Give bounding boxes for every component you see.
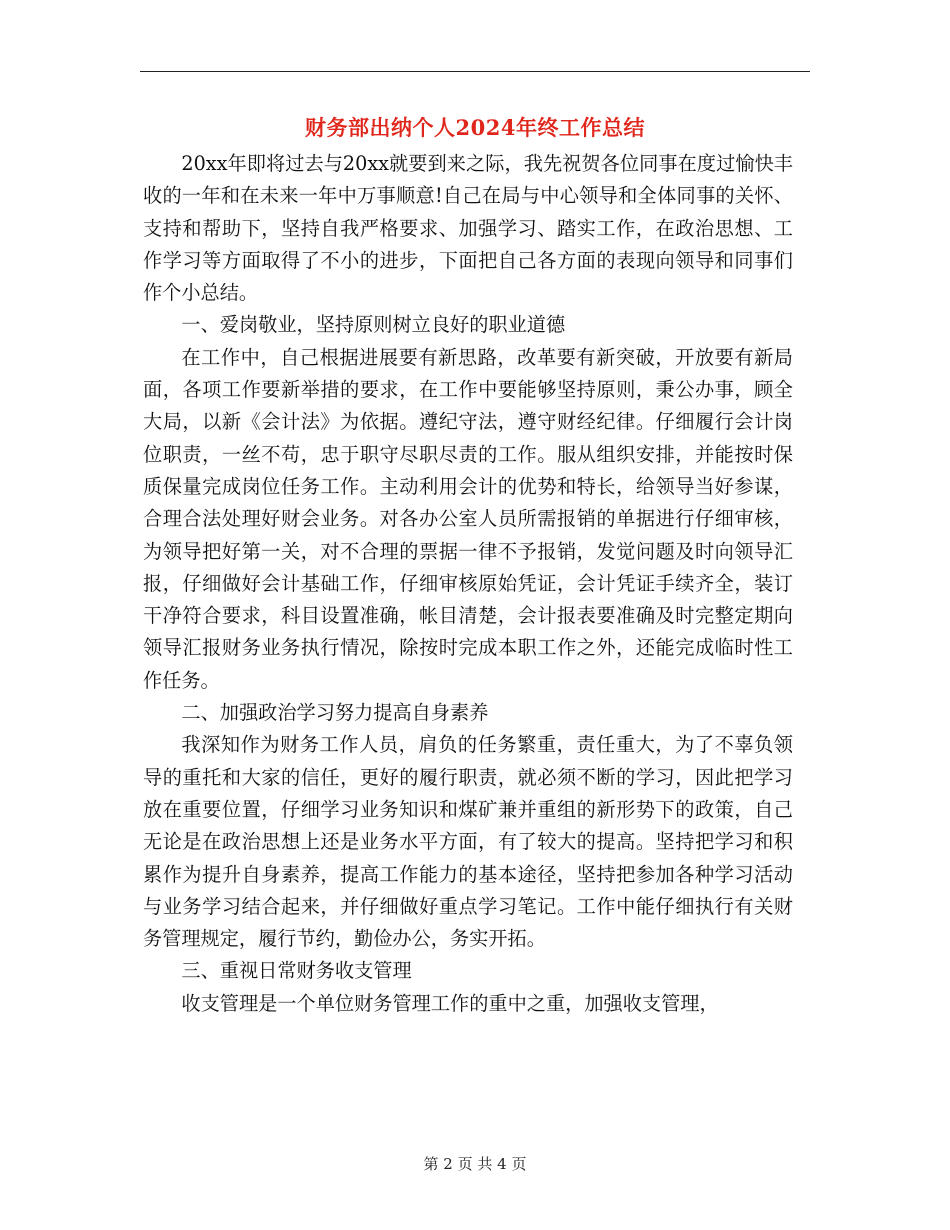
- section-heading-2: 二、加强政治学习努力提高自身素养: [181, 701, 489, 725]
- document-body: [143, 148, 793, 1020]
- document-title: 财务部出纳个人2024年终工作总结: [305, 115, 645, 140]
- section-1-paragraph: 在工作中，自己根据进展要有新思路，改革要有新突破，开放要有新局面，各项工作要新举措的要求，在工作中要能够坚持原则，秉公办事，顾全大局，以新《会计法》为依据。遵纪守法，遵守财经纪律。仔细履行会计岗位职责，一丝不苟，忠于职守尽职尽责的工作。服从组织安排，并能按时保质保量完成岗位任务工作。主动利用会计的优势和特长，给领导当好参谋，合理合法处理好财会业务。对各办公室人员所需报销的单据进行仔细审核，为领导把好第一关，对不合理的票据一律不予报销，发觉问题及时向领导汇报，仔细做好会计基础工作，仔细审核原始凭证，会计凭证手续齐全，装订干净符合要求，科目设置准确，帐目清楚，会计报表要准确及时完整定期向领导汇报财务业务执行情况，除按时完成本职工作之外，还能完成临时性工作任务。: [143, 345, 793, 692]
- section-heading-1: 一、爱岗敬业，坚持原则树立良好的职业道德: [181, 313, 566, 337]
- intro-paragraph: 20xx年即将过去与20xx就要到来之际，我先祝贺各位同事在度过愉快丰收的一年和在未来一年中万事顺意!自己在局与中心领导和全体同事的关怀、支持和帮助下，坚持自我严格要求、加强学习、踏实工作，在政治思想、工作学习等方面取得了不小的进步，下面把自己各方面的表现向领导和同事们作个小总结。: [143, 152, 793, 305]
- section-2-paragraph: 我深知作为财务工作人员，肩负的任务繁重，责任重大，为了不辜负领导的重托和大家的信任，更好的履行职责，就必须不断的学习，因此把学习放在重要位置，仔细学习业务知识和煤矿兼并重组的新形势下的政策，自己无论是在政治思想上还是业务水平方面，有了较大的提高。坚持把学习和积累作为提升自身素养，提高工作能力的基本途径，坚持把参加各种学习活动与业务学习结合起来，并仔细做好重点学习笔记。工作中能仔细执行有关财务管理规定，履行节约，勤俭办公，务实开拓。: [143, 733, 793, 951]
- section-heading-3: 三、重视日常财务收支管理: [181, 959, 412, 983]
- page-number: 第 2 页 共 4 页: [423, 1155, 527, 1173]
- header-rule: [140, 71, 810, 72]
- section-3-paragraph: 收支管理是一个单位财务管理工作的重中之重，加强收支管理，: [181, 991, 719, 1015]
